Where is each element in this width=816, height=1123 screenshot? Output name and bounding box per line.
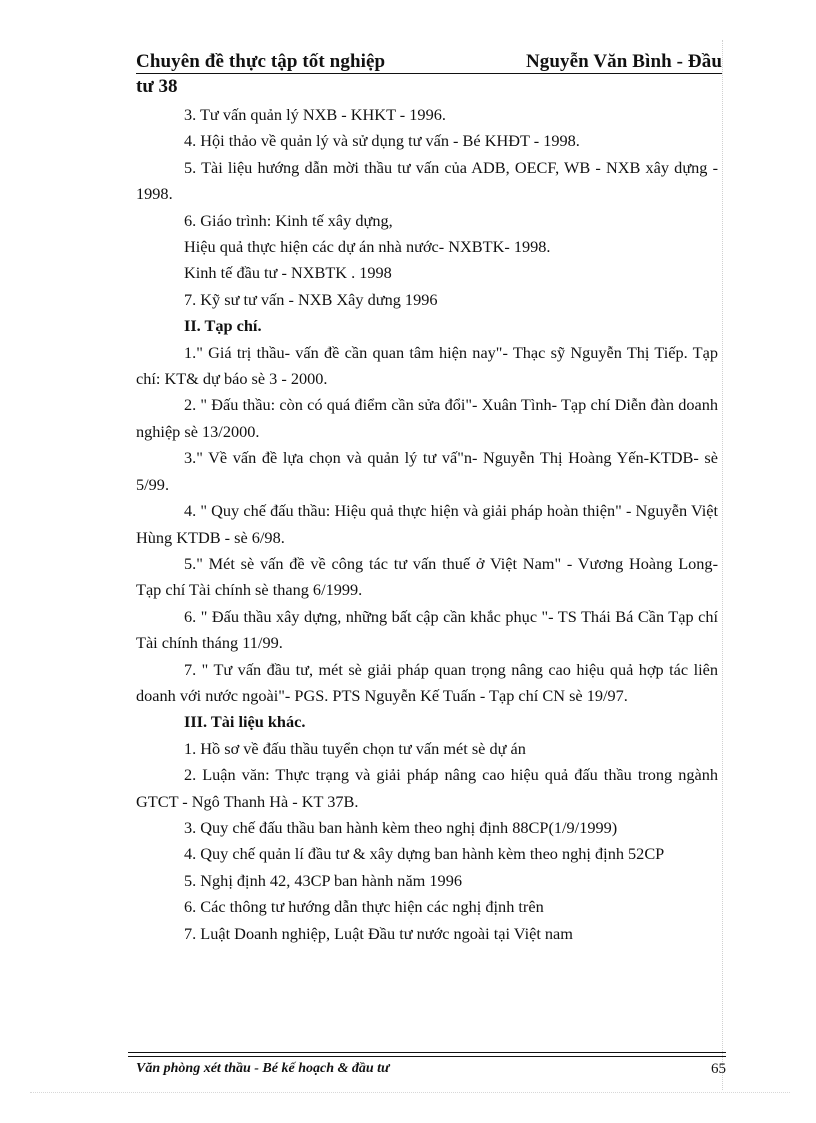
reference-book-4: 4. Hội thảo về quản lý và sử dụng tư vấn - Bé KHĐT - 1998. [184,131,580,151]
reference-other-3: 3. Quy chế đấu thầu ban hành kèm theo nghị định 88CP(1/9/1999) [184,817,618,837]
footer-rule-top [128,1052,726,1053]
reference-journal-1: 1." Giá trị thầu- vấn đề cần quan tâm hiện nay"- Thạc sỹ Nguyễn Thị Tiếp. Tạp chí: KT& dự báo sè 3 - 2000. [136,342,718,389]
header-continuation: tư 38 [136,76,178,97]
header-author: Nguyễn Văn Bình - Đầu [525,51,722,72]
section-heading-other: III. Tài liệu khác. [184,712,306,732]
reference-journal-5: 5." Mét sè vấn đề về công tác tư vấn thuế ở Việt Nam" - Vương Hoàng Long- Tạp chí Tài chính sè thang 6/1999. [136,553,718,600]
page-edge-shadow [722,40,723,1090]
footer-row [128,1060,726,1078]
reference-book-6-sub-a: Hiệu quả thực hiện các dự án nhà nước- NXBTK- 1998. [184,237,551,257]
reference-book-6-sub-b: Kinh tế đầu tư - NXBTK . 1998 [184,263,392,283]
header-underline [136,73,722,74]
reference-book-5: 5. Tài liệu hướng dẫn mời thầu tư vấn của ADB, OECF, WB - NXB xây dựng - 1998. [136,157,718,204]
reference-journal-7: 7. " Tư vấn đầu tư, mét sè giải pháp quan trọng nâng cao hiệu quả hợp tác liên doanh với nước ngoài"- PGS. PTS Nguyễn Kế Tuấn - Tạp chí CN sè 19/97. [136,659,718,705]
page-number: 65 [711,1061,726,1077]
page-header [136,50,722,98]
reference-journal-4: 4. " Quy chế đấu thầu: Hiệu quả thực hiện và giải pháp hoàn thiện" - Nguyễn Việt Hùng KTDB - sè 6/98. [136,501,718,547]
references-list [136,102,718,947]
reference-other-5: 5. Nghị định 42, 43CP ban hành năm 1996 [184,870,462,890]
page-footer [128,1052,726,1078]
section-heading-journals: II. Tạp chí. [184,316,262,336]
footer-office: Văn phòng xét thầu - Bé kế hoạch & đầu tư [136,1061,390,1076]
reference-book-6: 6. Giáo trình: Kinh tế xây dựng, [184,210,393,230]
page-bottom-edge [30,1092,790,1093]
reference-journal-2: 2. " Đấu thầu: còn có quá điểm cần sửa đổi"- Xuân Tình- Tạp chí Diễn đàn doanh nghiệp sè 13/2000. [136,395,718,441]
reference-book-3: 3. Tư vấn quản lý NXB - KHKT - 1996. [184,105,446,124]
footer-rule-bottom [128,1056,726,1057]
reference-other-7: 7. Luật Doanh nghiệp, Luật Đầu tư nước ngoài tại Việt nam [184,923,573,943]
reference-other-1: 1. Hồ sơ về đấu thầu tuyển chọn tư vấn mét sè dự án [184,738,526,758]
header-line [136,50,722,74]
reference-other-2: 2. Luận văn: Thực trạng và giải pháp nâng cao hiệu quả đấu thầu trong ngành GTCT - Ngô Thanh Hà - KT 37B. [136,765,718,811]
reference-journal-3: 3." Về vấn đề lựa chọn và quản lý tư vấ"n- Nguyễn Thị Hoàng Yến-KTDB- sè 5/99. [136,448,718,494]
reference-journal-6: 6. " Đấu thầu xây dựng, những bất cập cần khắc phục "- TS Thái Bá Cần Tạp chí Tài chính tháng 11/99. [136,606,718,653]
reference-book-7: 7. Kỹ sư tư vấn - NXB Xây dưng 1996 [184,289,438,309]
reference-other-6: 6. Các thông tư hướng dẫn thực hiện các nghị định trên [184,897,544,917]
header-title: Chuyên đề thực tập tốt nghiệp [136,51,386,72]
reference-other-4: 4. Quy chế quản lí đầu tư & xây dựng ban hành kèm theo nghị định 52CP [184,844,665,864]
